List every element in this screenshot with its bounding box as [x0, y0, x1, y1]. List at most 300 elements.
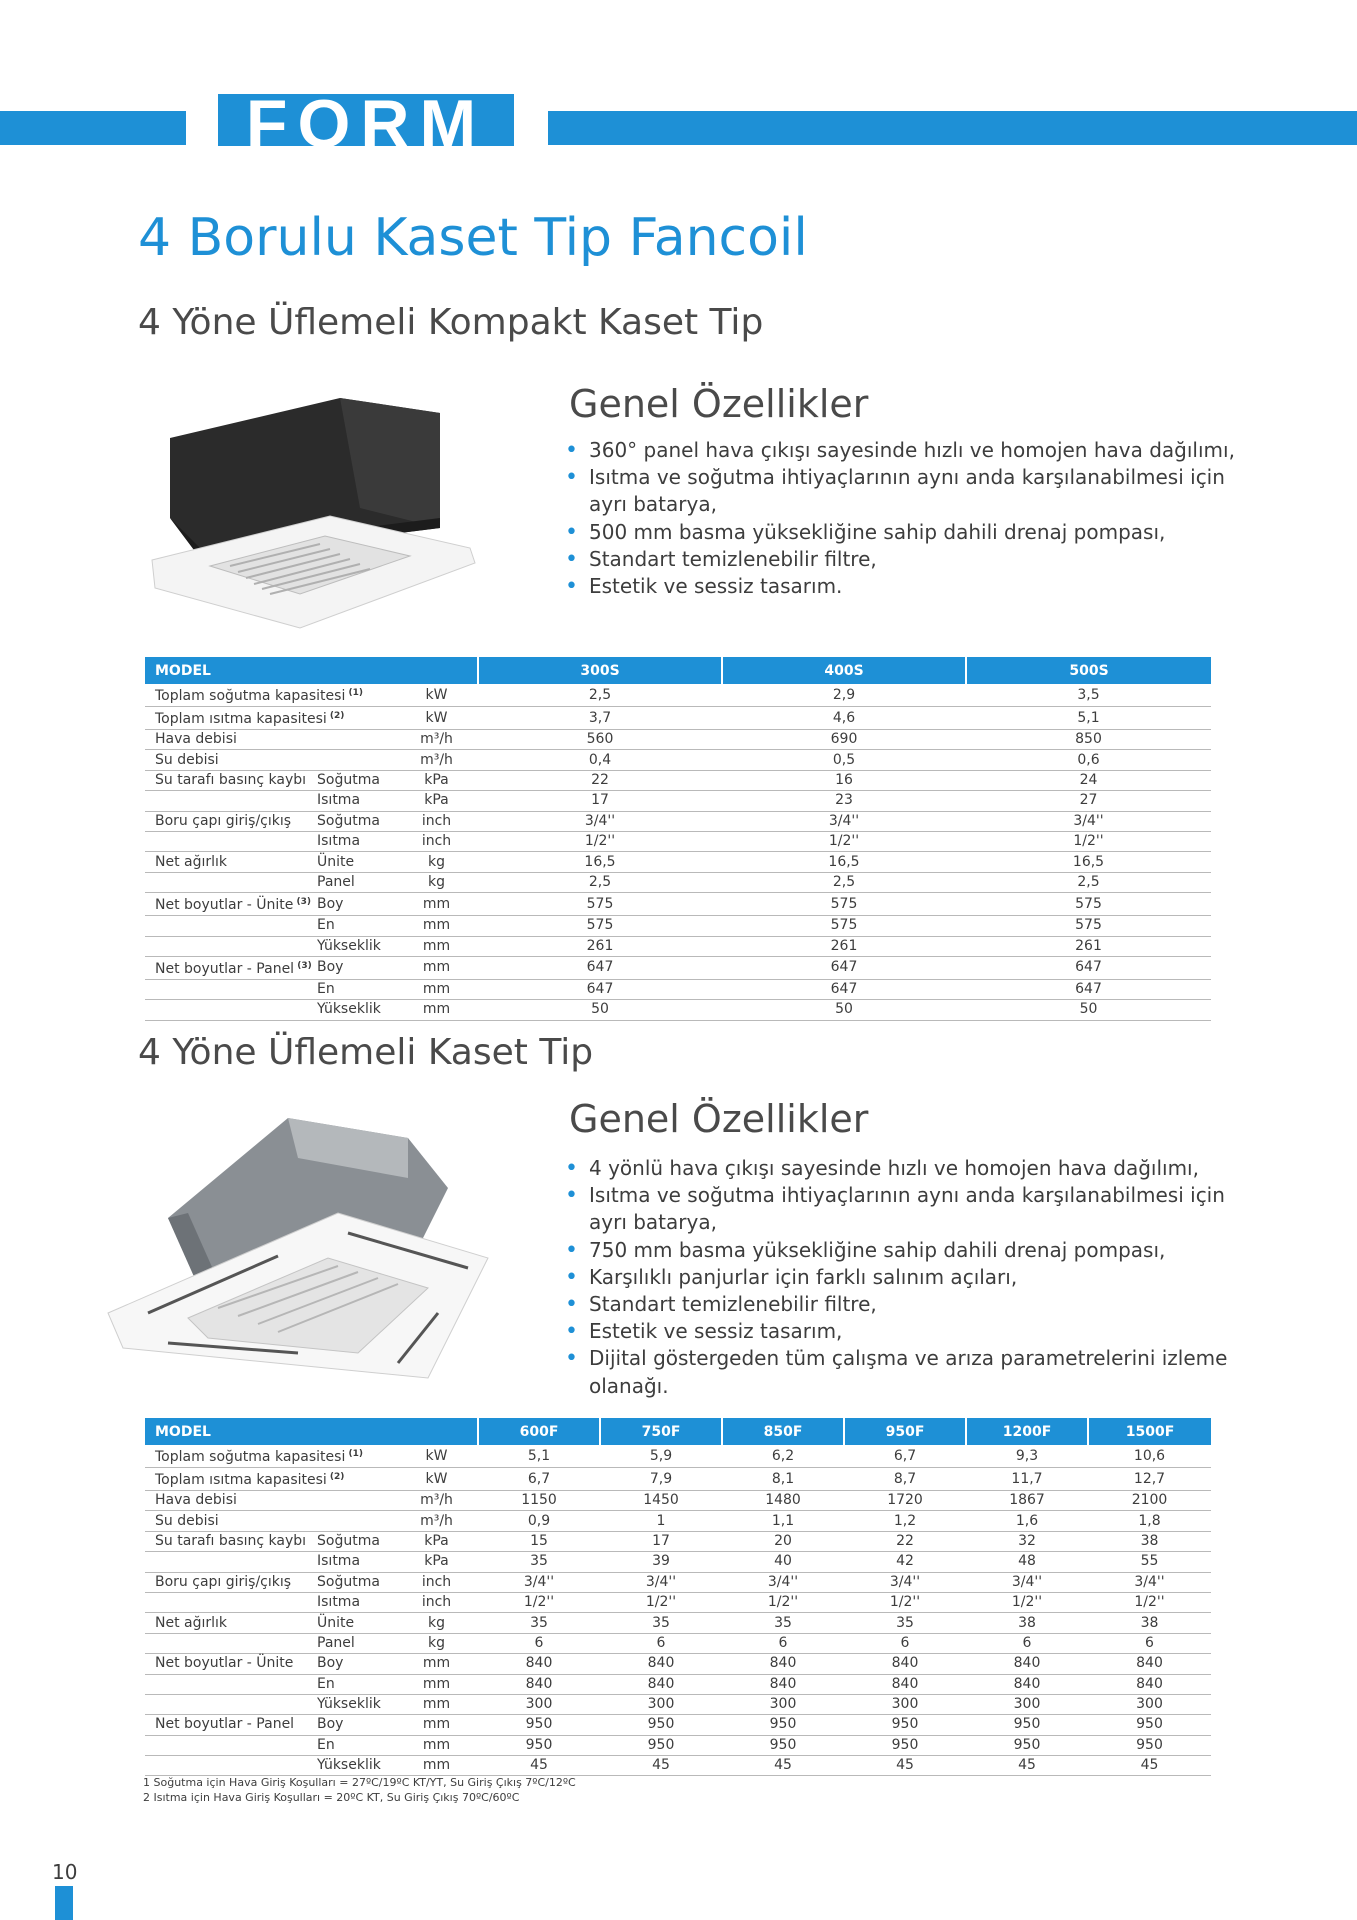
- row-sublabel: Soğutma: [317, 770, 395, 790]
- row-unit: mm: [395, 916, 478, 936]
- row-unit: inch: [395, 811, 478, 831]
- table-row: [145, 1613, 1211, 1633]
- cell-value: 647: [722, 979, 966, 999]
- cell-value: 35: [478, 1613, 600, 1633]
- cell-value: 17: [478, 791, 722, 811]
- column-header-model-1200F: 1200F: [966, 1418, 1088, 1445]
- cell-value: 0,6: [966, 750, 1211, 770]
- table-row: [145, 1715, 1211, 1735]
- row-unit: kPa: [395, 1552, 478, 1572]
- row-sublabel: [317, 1491, 395, 1511]
- row-unit: mm: [395, 1756, 478, 1776]
- cell-value: 840: [966, 1674, 1088, 1694]
- row-unit: mm: [395, 1694, 478, 1714]
- cell-value: 950: [722, 1735, 844, 1755]
- cell-value: 1,1: [722, 1511, 844, 1531]
- section-title-compact: 4 Yöne Üflemeli Kompakt Kaset Tip: [138, 302, 764, 343]
- table-row: [145, 1000, 1211, 1020]
- cell-value: 950: [722, 1715, 844, 1735]
- cell-value: 50: [966, 1000, 1211, 1020]
- cell-value: 3,5: [966, 684, 1211, 707]
- row-label: [145, 1735, 317, 1755]
- row-label: [145, 872, 317, 892]
- row-unit: m³/h: [395, 1491, 478, 1511]
- row-unit: mm: [395, 1000, 478, 1020]
- cell-value: 1,2: [844, 1511, 966, 1531]
- cell-value: 840: [966, 1654, 1088, 1674]
- row-label: Net boyutlar - Panel $^{(3)}$: [145, 956, 317, 979]
- spec-table-standard: [145, 1418, 1211, 1776]
- cell-value: 38: [966, 1613, 1088, 1633]
- cell-value: 647: [722, 956, 966, 979]
- row-sublabel: Yükseklik: [317, 936, 395, 956]
- cell-value: 840: [844, 1674, 966, 1694]
- cell-value: 840: [600, 1654, 722, 1674]
- cell-value: 48: [966, 1552, 1088, 1572]
- row-label: Toplam soğutma kapasitesi $^{(1)}$: [145, 1445, 317, 1468]
- page-number: 10: [52, 1860, 78, 1884]
- row-unit: kW: [395, 1468, 478, 1491]
- table-row: [145, 684, 1211, 707]
- cell-value: 2,5: [478, 872, 722, 892]
- cell-value: 22: [844, 1531, 966, 1551]
- features-title-standard: Genel Özellikler: [569, 1097, 869, 1141]
- cell-value: 23: [722, 791, 966, 811]
- cell-value: 840: [1088, 1654, 1211, 1674]
- cell-value: 45: [478, 1756, 600, 1776]
- cell-value: 6: [1088, 1633, 1211, 1653]
- cell-value: 3/4'': [722, 811, 966, 831]
- row-unit: kW: [395, 684, 478, 707]
- cell-value: 6: [844, 1633, 966, 1653]
- row-label: Net ağırlık: [145, 1613, 317, 1633]
- page-number-bar: [55, 1886, 73, 1920]
- cell-value: 22: [478, 770, 722, 790]
- cell-value: 950: [600, 1735, 722, 1755]
- row-sublabel: Boy: [317, 893, 395, 916]
- table-row: [145, 1572, 1211, 1592]
- cell-value: 45: [844, 1756, 966, 1776]
- cell-value: 1,6: [966, 1511, 1088, 1531]
- cell-value: 4,6: [722, 707, 966, 730]
- row-label: Toplam ısıtma kapasitesi $^{(2)}$: [145, 1468, 317, 1491]
- row-sublabel: En: [317, 916, 395, 936]
- row-sublabel: En: [317, 979, 395, 999]
- table-row: [145, 791, 1211, 811]
- row-label: Su debisi: [145, 1511, 317, 1531]
- table-row: [145, 1674, 1211, 1694]
- cell-value: 1/2'': [844, 1592, 966, 1612]
- cassette-standard-unit-icon: [108, 1098, 548, 1404]
- table-row: [145, 893, 1211, 916]
- cell-value: 45: [1088, 1756, 1211, 1776]
- table-row: [145, 916, 1211, 936]
- footnote-2: 2 Isıtma için Hava Giriş Koşulları = 20ºC KT, Su Giriş Çıkış 70ºC/60ºC: [143, 1791, 520, 1804]
- cell-value: 3/4'': [1088, 1572, 1211, 1592]
- cell-value: 300: [844, 1694, 966, 1714]
- cell-value: 6: [478, 1633, 600, 1653]
- cell-value: 3/4'': [478, 1572, 600, 1592]
- row-unit: inch: [395, 1592, 478, 1612]
- footnote-1: 1 Soğutma için Hava Giriş Koşulları = 27ºC/19ºC KT/YT, Su Giriş Çıkış 7ºC/12ºC: [143, 1776, 576, 1789]
- cell-value: 950: [1088, 1715, 1211, 1735]
- table-row: [145, 750, 1211, 770]
- section-title-standard: 4 Yöne Üflemeli Kaset Tip: [138, 1032, 594, 1073]
- cell-value: 575: [722, 893, 966, 916]
- row-label: Boru çapı giriş/çıkış: [145, 1572, 317, 1592]
- table-row: [145, 979, 1211, 999]
- cell-value: 8,7: [844, 1468, 966, 1491]
- row-unit: kg: [395, 852, 478, 872]
- row-unit: kW: [395, 1445, 478, 1468]
- row-label: [145, 916, 317, 936]
- table-row: [145, 1735, 1211, 1755]
- cell-value: 45: [722, 1756, 844, 1776]
- cell-value: 300: [1088, 1694, 1211, 1714]
- row-unit: m³/h: [395, 730, 478, 750]
- cell-value: 42: [844, 1552, 966, 1572]
- table-row: [145, 707, 1211, 730]
- table-row: [145, 852, 1211, 872]
- cell-value: 11,7: [966, 1468, 1088, 1491]
- feature-item: • Estetik ve sessiz tasarım.: [565, 573, 1245, 600]
- cell-value: 24: [966, 770, 1211, 790]
- row-unit: m³/h: [395, 750, 478, 770]
- column-header-model: MODEL: [145, 1418, 478, 1445]
- row-label: [145, 979, 317, 999]
- row-sublabel: Ünite: [317, 1613, 395, 1633]
- cell-value: 16: [722, 770, 966, 790]
- row-sublabel: [317, 730, 395, 750]
- row-sublabel: Boy: [317, 1715, 395, 1735]
- table-row: [145, 1491, 1211, 1511]
- row-sublabel: Isıtma: [317, 1552, 395, 1572]
- cell-value: 1867: [966, 1491, 1088, 1511]
- row-label: Hava debisi: [145, 1491, 317, 1511]
- page-title: 4 Borulu Kaset Tip Fancoil: [138, 208, 808, 268]
- column-header-model-750F: 750F: [600, 1418, 722, 1445]
- row-label: Su tarafı basınç kaybı: [145, 1531, 317, 1551]
- cell-value: 35: [478, 1552, 600, 1572]
- row-label: [145, 1694, 317, 1714]
- cell-value: 5,9: [600, 1445, 722, 1468]
- cell-value: 12,7: [1088, 1468, 1211, 1491]
- column-header-model-500S: 500S: [966, 657, 1211, 684]
- cell-value: 3/4'': [844, 1572, 966, 1592]
- row-sublabel: Soğutma: [317, 1531, 395, 1551]
- row-sublabel: [317, 1511, 395, 1531]
- table-row: [145, 1654, 1211, 1674]
- cell-value: 300: [966, 1694, 1088, 1714]
- feature-item: • Standart temizlenebilir filtre,: [565, 546, 1245, 573]
- cell-value: 50: [722, 1000, 966, 1020]
- table-row: [145, 936, 1211, 956]
- cell-value: 575: [966, 916, 1211, 936]
- column-header-model-600F: 600F: [478, 1418, 600, 1445]
- cell-value: 3/4'': [478, 811, 722, 831]
- cell-value: 300: [478, 1694, 600, 1714]
- cell-value: 10,6: [1088, 1445, 1211, 1468]
- cell-value: 2,5: [478, 684, 722, 707]
- cell-value: 840: [722, 1654, 844, 1674]
- feature-item: • 750 mm basma yüksekliğine sahip dahili drenaj pompası,: [565, 1237, 1245, 1264]
- cell-value: 575: [478, 916, 722, 936]
- row-sublabel: Isıtma: [317, 1592, 395, 1612]
- row-sublabel: Soğutma: [317, 1572, 395, 1592]
- column-header-model-850F: 850F: [722, 1418, 844, 1445]
- column-header-model-400S: 400S: [722, 657, 966, 684]
- cell-value: 6: [722, 1633, 844, 1653]
- cell-value: 575: [722, 916, 966, 936]
- cell-value: 647: [478, 979, 722, 999]
- row-unit: kPa: [395, 791, 478, 811]
- cell-value: 950: [966, 1735, 1088, 1755]
- cell-value: 647: [478, 956, 722, 979]
- brand-logo-text: FORM: [245, 86, 487, 162]
- cell-value: 2,5: [966, 872, 1211, 892]
- cell-value: 647: [966, 956, 1211, 979]
- row-unit: kg: [395, 1633, 478, 1653]
- row-sublabel: Isıtma: [317, 831, 395, 851]
- cell-value: 647: [966, 979, 1211, 999]
- row-unit: m³/h: [395, 1511, 478, 1531]
- cell-value: 6: [966, 1633, 1088, 1653]
- table-row: [145, 831, 1211, 851]
- column-header-model-300S: 300S: [478, 657, 722, 684]
- row-label: Net ağırlık: [145, 852, 317, 872]
- row-label: [145, 791, 317, 811]
- column-header-model-950F: 950F: [844, 1418, 966, 1445]
- cell-value: 55: [1088, 1552, 1211, 1572]
- brand-logo: [218, 86, 514, 162]
- feature-item: • Isıtma ve soğutma ihtiyaçlarının aynı anda karşılanabilmesi için ayrı batarya,: [565, 1182, 1245, 1236]
- cell-value: 1/2'': [966, 1592, 1088, 1612]
- row-unit: mm: [395, 936, 478, 956]
- cell-value: 850: [966, 730, 1211, 750]
- cell-value: 6,7: [844, 1445, 966, 1468]
- cell-value: 35: [844, 1613, 966, 1633]
- cell-value: 1/2'': [722, 831, 966, 851]
- features-list-standard: [565, 1155, 1245, 1400]
- cell-value: 1480: [722, 1491, 844, 1511]
- cell-value: 840: [844, 1654, 966, 1674]
- row-label: [145, 1633, 317, 1653]
- cell-value: 6: [600, 1633, 722, 1653]
- row-label: Su debisi: [145, 750, 317, 770]
- cell-value: 6,7: [478, 1468, 600, 1491]
- row-label: Toplam soğutma kapasitesi $^{(1)}$: [145, 684, 317, 707]
- cell-value: 1150: [478, 1491, 600, 1511]
- cell-value: 950: [600, 1715, 722, 1735]
- cell-value: 1: [600, 1511, 722, 1531]
- row-label: Su tarafı basınç kaybı: [145, 770, 317, 790]
- cell-value: 50: [478, 1000, 722, 1020]
- table-row: [145, 1694, 1211, 1714]
- cell-value: 840: [600, 1674, 722, 1694]
- table-row: [145, 1511, 1211, 1531]
- cell-value: 16,5: [966, 852, 1211, 872]
- row-label: Net boyutlar - Panel: [145, 1715, 317, 1735]
- cell-value: 1/2'': [966, 831, 1211, 851]
- footnotes: [143, 1775, 576, 1805]
- cell-value: 9,3: [966, 1445, 1088, 1468]
- row-sublabel: En: [317, 1735, 395, 1755]
- row-unit: kPa: [395, 770, 478, 790]
- cell-value: 16,5: [478, 852, 722, 872]
- row-sublabel: Yükseklik: [317, 1694, 395, 1714]
- cell-value: 40: [722, 1552, 844, 1572]
- row-label: [145, 936, 317, 956]
- table-row: [145, 1531, 1211, 1551]
- cell-value: 38: [1088, 1613, 1211, 1633]
- cell-value: 3/4'': [966, 811, 1211, 831]
- cell-value: 1/2'': [478, 1592, 600, 1612]
- cell-value: 840: [478, 1674, 600, 1694]
- row-label: [145, 1592, 317, 1612]
- row-unit: mm: [395, 1735, 478, 1755]
- cell-value: 261: [478, 936, 722, 956]
- cell-value: 45: [966, 1756, 1088, 1776]
- cell-value: 1/2'': [600, 1592, 722, 1612]
- cell-value: 5,1: [966, 707, 1211, 730]
- cell-value: 1/2'': [1088, 1592, 1211, 1612]
- cell-value: 5,1: [478, 1445, 600, 1468]
- cell-value: 690: [722, 730, 966, 750]
- feature-item: • Standart temizlenebilir filtre,: [565, 1291, 1245, 1318]
- row-label: Net boyutlar - Ünite $^{(3)}$: [145, 893, 317, 916]
- table-row: [145, 811, 1211, 831]
- feature-item: • 500 mm basma yüksekliğine sahip dahili drenaj pompası,: [565, 519, 1245, 546]
- row-sublabel: En: [317, 1674, 395, 1694]
- cell-value: 7,9: [600, 1468, 722, 1491]
- row-unit: mm: [395, 893, 478, 916]
- table-row: [145, 1552, 1211, 1572]
- features-list-compact: [565, 437, 1245, 600]
- row-label: [145, 1756, 317, 1776]
- cell-value: 840: [1088, 1674, 1211, 1694]
- cell-value: 3/4'': [966, 1572, 1088, 1592]
- row-unit: kg: [395, 1613, 478, 1633]
- cell-value: 39: [600, 1552, 722, 1572]
- row-unit: kPa: [395, 1531, 478, 1551]
- cell-value: 300: [722, 1694, 844, 1714]
- cell-value: 261: [966, 936, 1211, 956]
- feature-item: • Karşılıklı panjurlar için farklı salınım açıları,: [565, 1264, 1245, 1291]
- cell-value: 1,8: [1088, 1511, 1211, 1531]
- cell-value: 0,5: [722, 750, 966, 770]
- row-sublabel: Yükseklik: [317, 1000, 395, 1020]
- row-label: [145, 1000, 317, 1020]
- spec-table-compact: [145, 657, 1211, 1021]
- cell-value: 35: [600, 1613, 722, 1633]
- cell-value: 15: [478, 1531, 600, 1551]
- cell-value: 0,4: [478, 750, 722, 770]
- features-title-compact: Genel Özellikler: [569, 382, 869, 426]
- cell-value: 840: [478, 1654, 600, 1674]
- cell-value: 950: [478, 1735, 600, 1755]
- cell-value: 2100: [1088, 1491, 1211, 1511]
- table-row: [145, 1445, 1211, 1468]
- cell-value: 20: [722, 1531, 844, 1551]
- table-row: [145, 1468, 1211, 1491]
- row-sublabel: Boy: [317, 956, 395, 979]
- row-label: [145, 1552, 317, 1572]
- cell-value: 3,7: [478, 707, 722, 730]
- row-sublabel: Yükseklik: [317, 1756, 395, 1776]
- row-label: Hava debisi: [145, 730, 317, 750]
- cell-value: 300: [600, 1694, 722, 1714]
- cell-value: 950: [1088, 1735, 1211, 1755]
- cell-value: 950: [844, 1715, 966, 1735]
- cell-value: 2,9: [722, 684, 966, 707]
- row-sublabel: Isıtma: [317, 791, 395, 811]
- row-sublabel: Boy: [317, 1654, 395, 1674]
- row-label: Toplam ısıtma kapasitesi $^{(2)}$: [145, 707, 317, 730]
- header-bar-left: [0, 111, 186, 145]
- row-label: Boru çapı giriş/çıkış: [145, 811, 317, 831]
- row-unit: inch: [395, 831, 478, 851]
- row-unit: mm: [395, 1654, 478, 1674]
- row-unit: kW: [395, 707, 478, 730]
- row-label: Net boyutlar - Ünite: [145, 1654, 317, 1674]
- row-label: [145, 831, 317, 851]
- cell-value: 1/2'': [722, 1592, 844, 1612]
- row-sublabel: [317, 750, 395, 770]
- cell-value: 17: [600, 1531, 722, 1551]
- cell-value: 950: [478, 1715, 600, 1735]
- cell-value: 575: [966, 893, 1211, 916]
- row-unit: mm: [395, 956, 478, 979]
- cell-value: 2,5: [722, 872, 966, 892]
- row-sublabel: Panel: [317, 1633, 395, 1653]
- row-sublabel: Ünite: [317, 852, 395, 872]
- row-sublabel: Soğutma: [317, 811, 395, 831]
- cell-value: 3/4'': [722, 1572, 844, 1592]
- table-row: [145, 872, 1211, 892]
- cell-value: 950: [844, 1735, 966, 1755]
- table-row: [145, 1592, 1211, 1612]
- cell-value: 16,5: [722, 852, 966, 872]
- cell-value: 1450: [600, 1491, 722, 1511]
- cell-value: 840: [722, 1674, 844, 1694]
- feature-item: • 4 yönlü hava çıkışı sayesinde hızlı ve homojen hava dağılımı,: [565, 1155, 1245, 1182]
- column-header-model-1500F: 1500F: [1088, 1418, 1211, 1445]
- cell-value: 8,1: [722, 1468, 844, 1491]
- row-unit: kg: [395, 872, 478, 892]
- cell-value: 950: [966, 1715, 1088, 1735]
- cell-value: 32: [966, 1531, 1088, 1551]
- row-label: [145, 1674, 317, 1694]
- cell-value: 560: [478, 730, 722, 750]
- table-row: [145, 1756, 1211, 1776]
- row-unit: mm: [395, 1715, 478, 1735]
- cell-value: 3/4'': [600, 1572, 722, 1592]
- cell-value: 38: [1088, 1531, 1211, 1551]
- feature-item: • Isıtma ve soğutma ihtiyaçlarının aynı anda karşılanabilmesi için ayrı batarya,: [565, 464, 1245, 518]
- cell-value: 261: [722, 936, 966, 956]
- table-row: [145, 730, 1211, 750]
- header-bar-right: [548, 111, 1357, 145]
- feature-item: • Estetik ve sessiz tasarım,: [565, 1318, 1245, 1345]
- column-header-model: MODEL: [145, 657, 478, 684]
- cell-value: 0,9: [478, 1511, 600, 1531]
- table-row: [145, 956, 1211, 979]
- cell-value: 1/2'': [478, 831, 722, 851]
- cell-value: 27: [966, 791, 1211, 811]
- cell-value: 45: [600, 1756, 722, 1776]
- feature-item: • 360° panel hava çıkışı sayesinde hızlı ve homojen hava dağılımı,: [565, 437, 1245, 464]
- cell-value: 575: [478, 893, 722, 916]
